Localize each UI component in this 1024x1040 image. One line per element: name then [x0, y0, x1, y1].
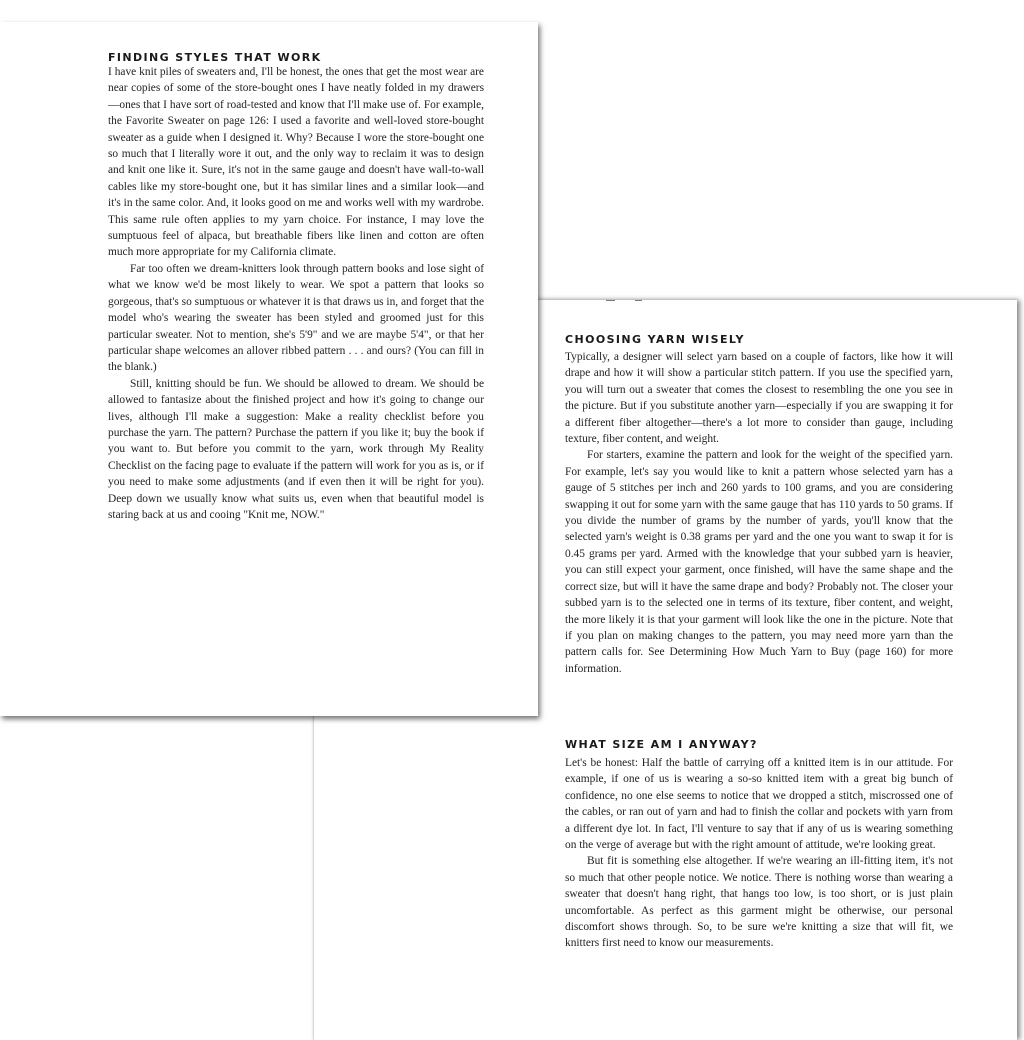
paragraph: For starters, examine the pattern and look for the weight of the specified yarn. For example, let's say you would like to knit a pattern whose selected yarn has a gauge of 5 stitches per inch and 260 yards to 100 grams, and you are considering swapping it out for some yarn with the same gauge that has 110 yards to 50 grams. If you divide the number of grams by the number of yards, you'll know that the selected yarn's weight is 0.38 grams per yard and the one you want to swap it for is 0.45 grams per yard. Armed with the knowledge that your subbed yarn is heavier, you can still expect your garment, once finished, will have the same shape and the correct size, but will it have the same drape and body? Probably not. The closer your subbed yarn is to the selected one in terms of its texture, fiber content, and weight, the more likely it is that your garment will look like the one in the picture. Note that if you plan on making changes to the pattern, you may need more yarn than the pattern calls for. See Determining How Much Yarn to Buy (page 160) for more information.: [565, 449, 953, 675]
paragraph: Far too often we dream-knitters look through pattern books and lose sight of what we know we'd be most likely to wear. We spot a pattern that looks so gorgeous, that's so sumptuous or whatever it is that draws us in, and forget that the model who's wearing the sweater has been styled and groomed just for this particular sweater. Not to mention, she's 5'9" and we are maybe 5'4", or that her particular shape welcomes an allover ribbed pattern . . . and ours? (You can fill in the blank.): [108, 262, 484, 374]
section-heading-styles: FINDING STYLES THAT WORK: [108, 51, 322, 64]
bleed-mark: [606, 300, 615, 301]
bleed-mark: [635, 300, 642, 301]
paragraph: Typically, a designer will select yarn based on a couple of factors, like how it will drape and how it will show a particular stitch pattern. If you use the specified yarn, you will turn out a sweater that comes the closest to resembling the one you see in the picture. But if you substitute another yarn—especially if you are swapping it for a different fiber altogether—there's a lot more to consider than gauge, including texture, fiber content, and weight.: [565, 351, 953, 446]
yarn-section-body: [565, 349, 953, 677]
section-heading-yarn: CHOOSING YARN WISELY: [565, 333, 745, 346]
styles-section-body: [108, 64, 484, 523]
section-heading-size: WHAT SIZE AM I ANYWAY?: [565, 738, 758, 751]
paragraph: But fit is something else altogether. If we're wearing an ill-fitting item, it's not so much that other people notice. We notice. There is nothing worse than wearing a sweater that doesn't hang right, that hangs too low, is too short, or is just plain uncomfortable. As perfect as this garment might be otherwise, our personal discomfort shows through. So, to be sure we're knitting a size that will fit, we knitters first need to know our measurements.: [565, 855, 953, 950]
size-section-body: [565, 755, 953, 952]
paragraph: I have knit piles of sweaters and, I'll be honest, the ones that get the most wear are near copies of some of the store-bought ones I have neatly folded in my drawers—ones that I have sort of road-tested and know that I'll make use of. For example, the Favorite Sweater on page 126: I used a favorite and well-loved store-bought sweater as a guide when I designed it. Why? Because I wore the store-bought one so much that I literally wore it out, and the only way to reclaim it was to design and knit one like it. Sure, it's not in the same gauge and doesn't have wall-to-wall cables like my store-bought one, but it has similar lines and a similar look—and it's in the same color. And, it looks good on me and works well with my wardrobe. This same rule often applies to my yarn choice. For instance, I may love the sumptuous feel of alpaca, but breathable fibers like linen and cotton are often much more appropriate for my California climate.: [108, 66, 484, 259]
front-page: [0, 22, 538, 716]
paragraph: Still, knitting should be fun. We should be allowed to dream. We should be allowed to fantasize about the finished project and how it's going to change our lives, although I'll make a suggestion: Make a reality checklist before you purchase the yarn. The pattern? Purchase the pattern if you like it; buy the book if you want to. But before you commit to the yarn, work through My Reality Checklist on the facing page to evaluate if the pattern will work for you as is, or if you need to make some adjustments (and if even then it will be right for you). Deep down we usually know what suits us, even when that beautiful model is staring back at us and cooing "Knit me, NOW.": [108, 377, 484, 521]
paragraph: Let's be honest: Half the battle of carrying off a knitted item is in our attitude. For example, if one of us is wearing a so-so knitted item with a great big bunch of confidence, no one else seems to notice that we dropped a stitch, miscrossed one of the cables, or ran out of yarn and had to finish the collar and pockets with yarn from a different dye lot. In fact, I'll venture to say that if any of us is wearing something on the verge of average but with the right amount of attitude, we're looking great.: [565, 757, 953, 852]
